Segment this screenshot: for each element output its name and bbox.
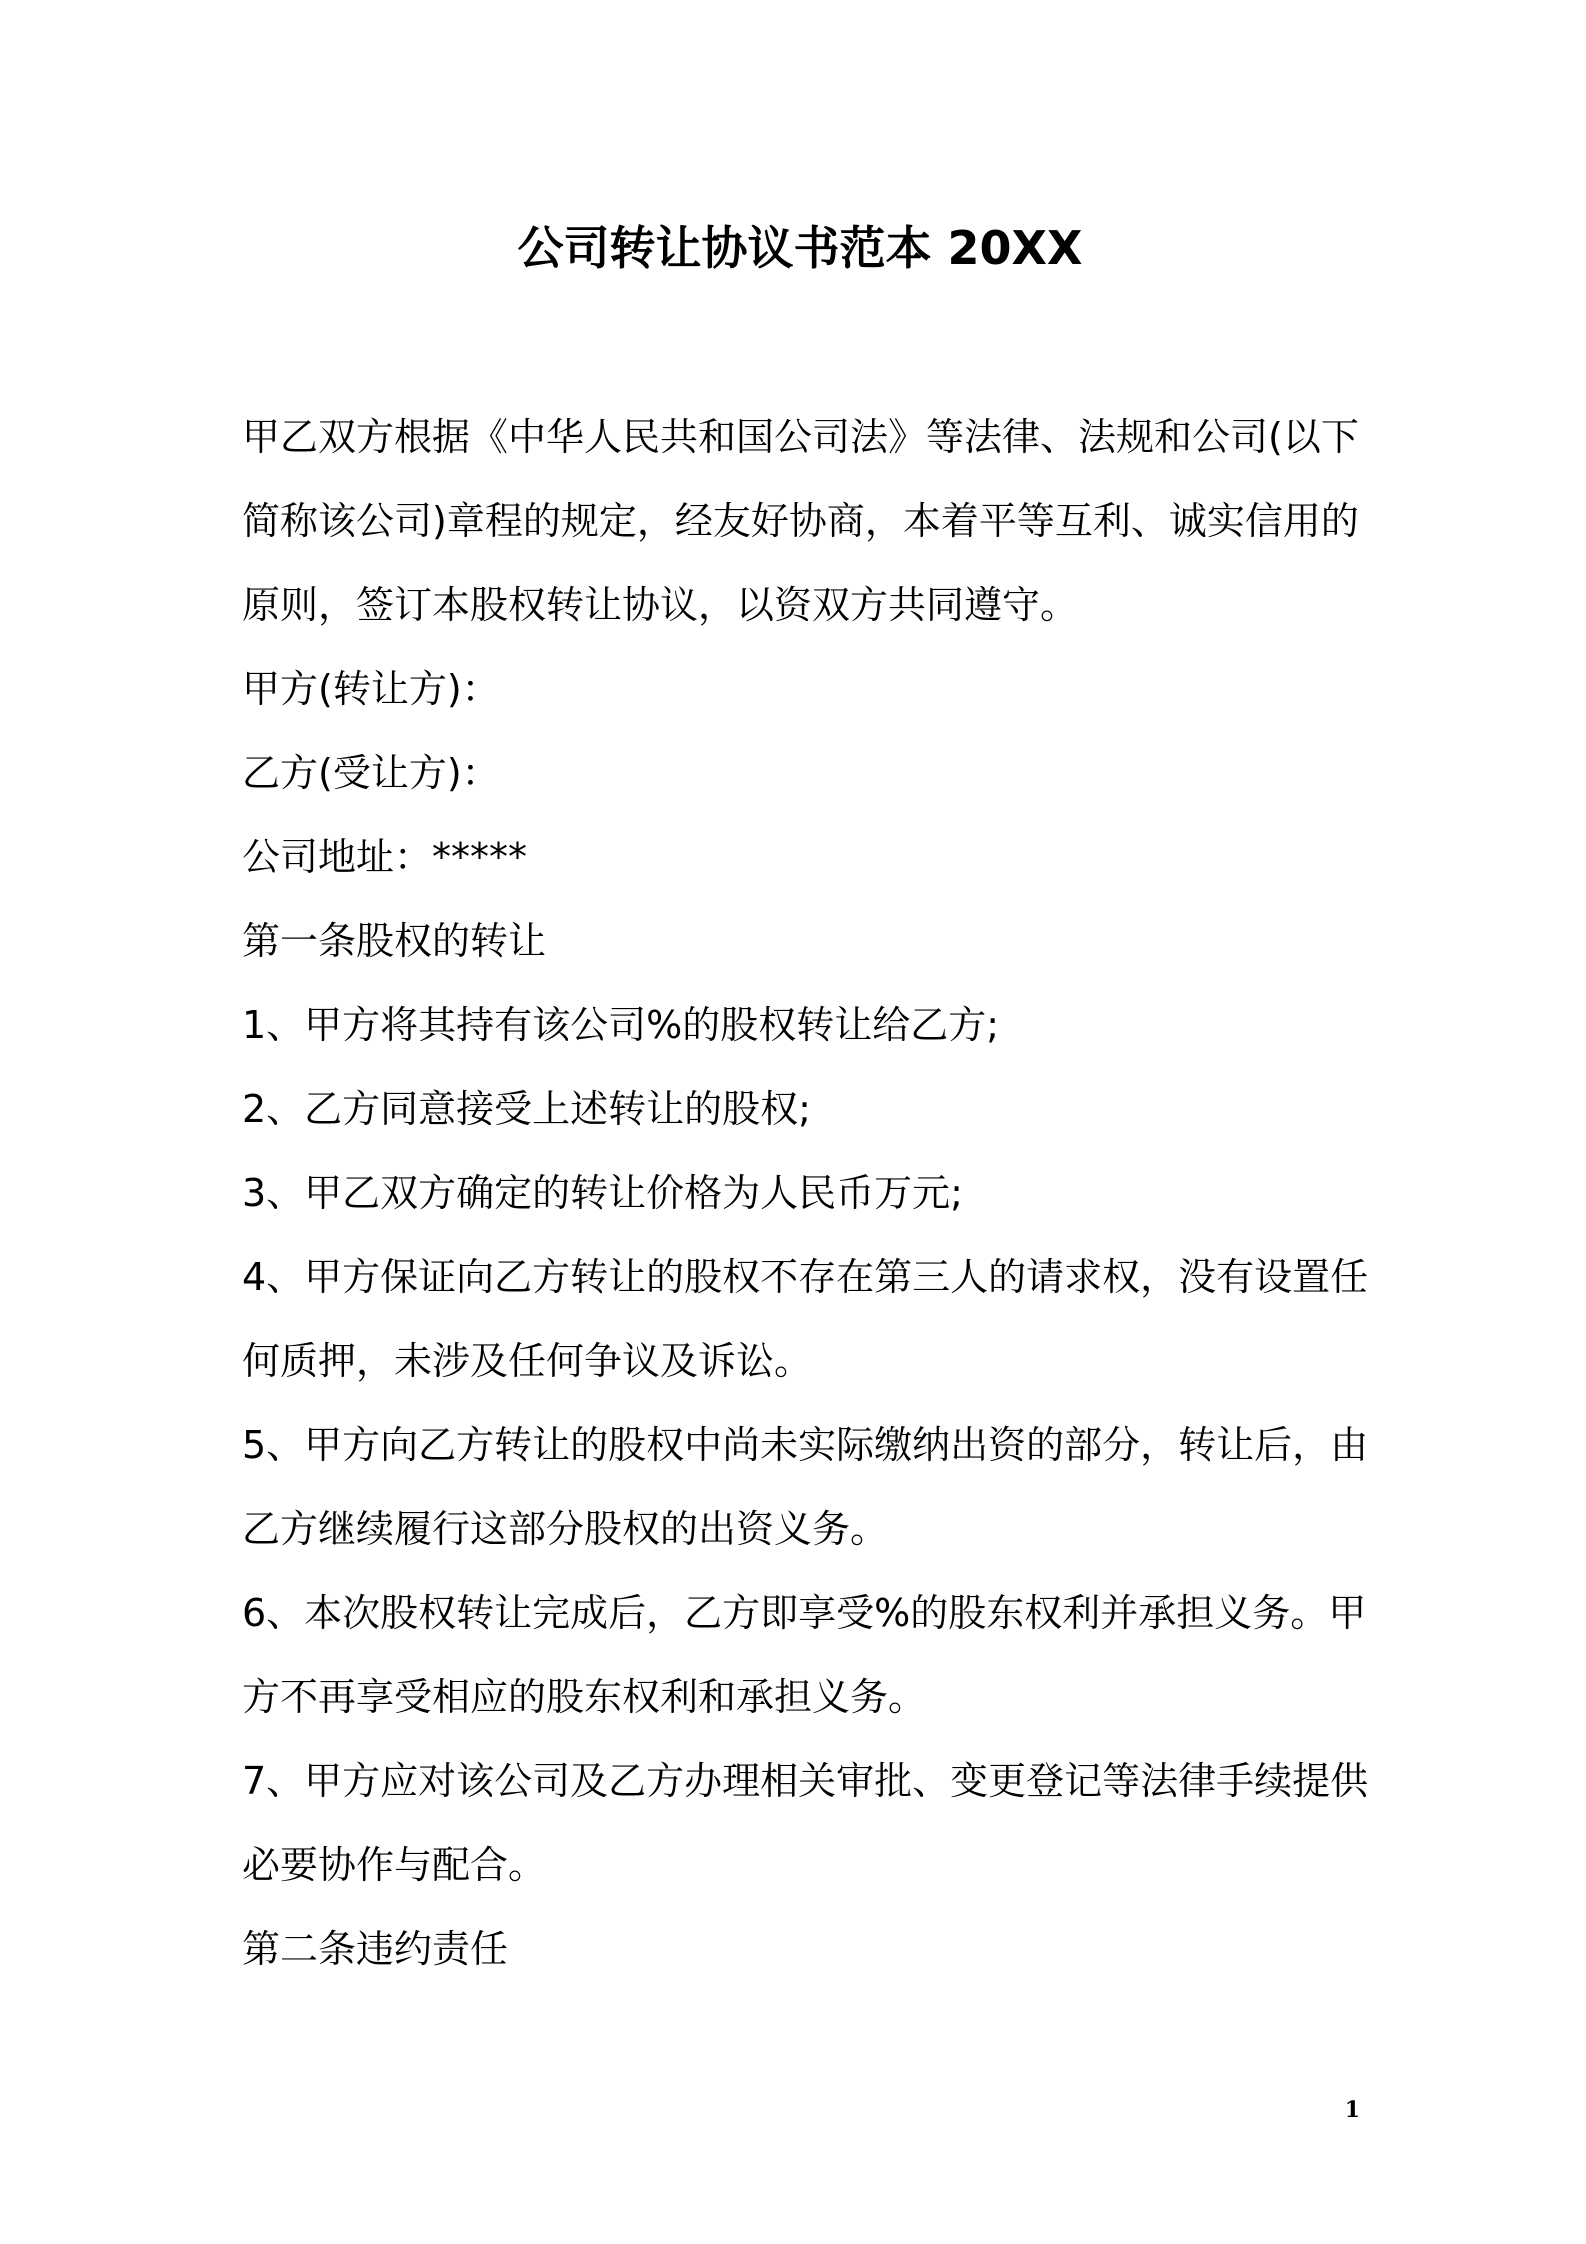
paragraph-line: 原则，签订本股权转让协议，以资双方共同遵守。 xyxy=(242,583,1079,627)
paragraph-line: 甲乙双方根据《中华人民共和国公司法》等法律、法规和公司(以下 xyxy=(242,415,1359,459)
clause-3 xyxy=(242,1151,1358,1235)
paragraph-line: 简称该公司)章程的规定，经友好协商，本着平等互利、诚实信用的 xyxy=(242,499,1359,543)
party-a-line xyxy=(242,647,1358,731)
paragraph-line: 第二条违约责任 xyxy=(242,1927,509,1971)
clause-4 xyxy=(242,1235,1369,1403)
paragraph-line: 必要协作与配合。 xyxy=(242,1843,547,1887)
paragraph-line: 乙方(受让方)： xyxy=(242,751,500,795)
paragraph-line: 第一条股权的转让 xyxy=(242,919,547,963)
party-b-line xyxy=(242,731,1358,815)
clause-5 xyxy=(242,1403,1369,1571)
clause-2 xyxy=(242,1067,1358,1151)
paragraph-line: 方不再享受相应的股东权利和承担义务。 xyxy=(242,1675,927,1719)
paragraph-line: 公司地址：***** xyxy=(242,835,528,879)
paragraph-line: 何质押，未涉及任何争议及诉讼。 xyxy=(242,1339,813,1383)
company-address-line xyxy=(242,815,1358,899)
preamble-paragraph xyxy=(242,395,1358,647)
clause-6 xyxy=(242,1571,1367,1739)
article-2-heading xyxy=(242,1907,1358,1991)
clause-7 xyxy=(242,1739,1369,1907)
paragraph-line: 乙方继续履行这部分股权的出资义务。 xyxy=(242,1507,889,1551)
document-body xyxy=(242,395,1369,1991)
document-title: 公司转让协议书范本 20XX xyxy=(517,221,1083,275)
paragraph-line: 6、本次股权转让完成后，乙方即享受%的股东权利并承担义务。甲 xyxy=(242,1591,1367,1635)
article-1-heading xyxy=(242,899,1358,983)
page-number: 1 xyxy=(1344,2097,1360,2123)
paragraph-line: 3、甲乙双方确定的转让价格为人民币万元; xyxy=(242,1171,963,1215)
paragraph-line: 1、甲方将其持有该公司%的股权转让给乙方; xyxy=(242,1003,1000,1047)
paragraph-line: 5、甲方向乙方转让的股权中尚未实际缴纳出资的部分，转让后，由 xyxy=(242,1423,1369,1467)
paragraph-line: 甲方(转让方)： xyxy=(242,667,500,711)
paragraph-line: 7、甲方应对该公司及乙方办理相关审批、变更登记等法律手续提供 xyxy=(242,1759,1369,1803)
paragraph-line: 2、乙方同意接受上述转让的股权; xyxy=(242,1087,811,1131)
clause-1 xyxy=(242,983,1358,1067)
paragraph-line: 4、甲方保证向乙方转让的股权不存在第三人的请求权，没有设置任 xyxy=(242,1255,1369,1299)
